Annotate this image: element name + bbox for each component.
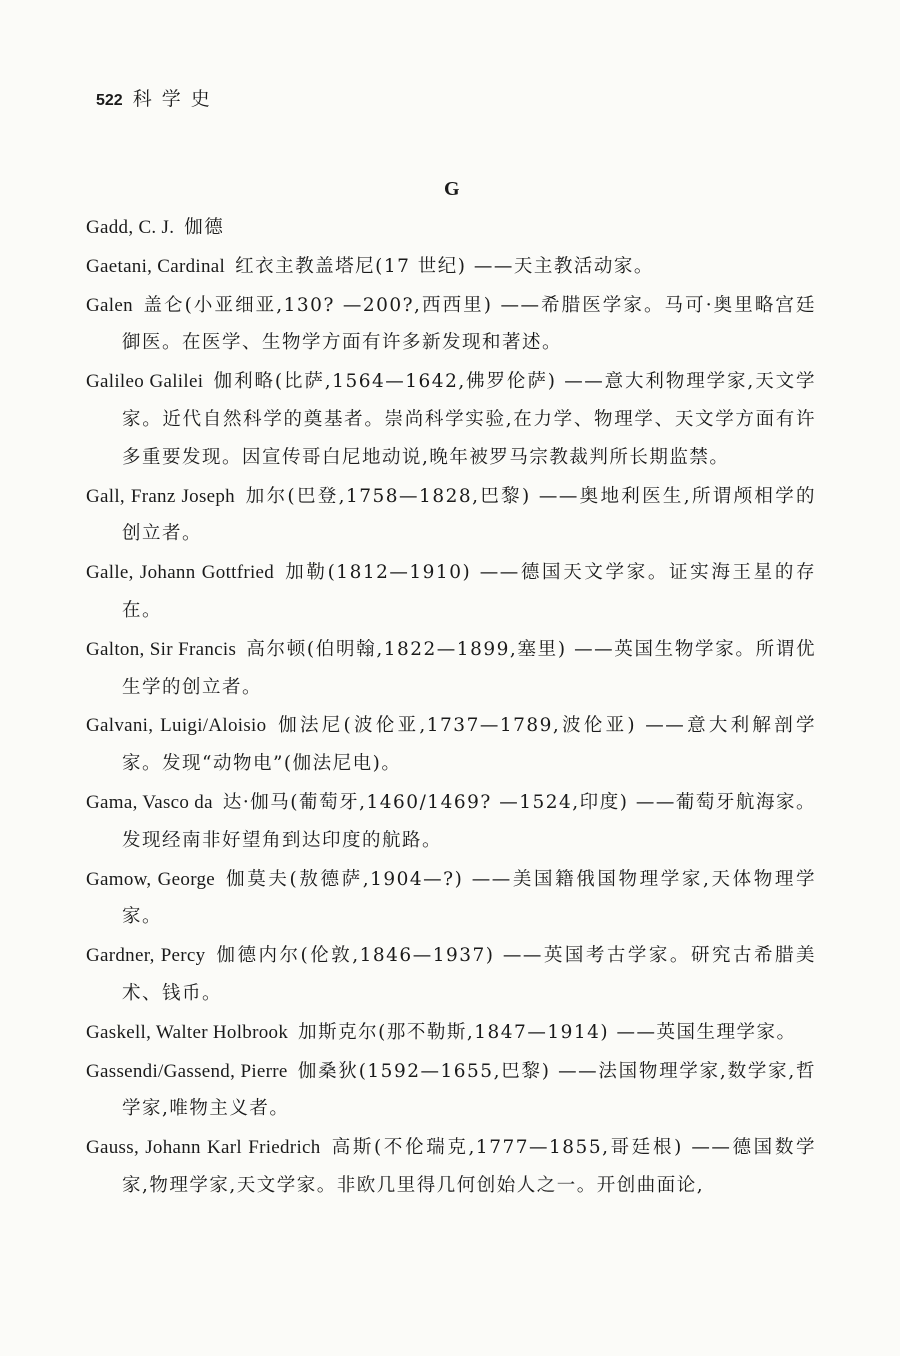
- entry-name: Galton, Sir Francis: [86, 638, 237, 660]
- entry-name: Gadd, C. J.: [86, 217, 175, 238]
- entry-name: Gauss, Johann Karl Friedrich: [86, 1137, 321, 1159]
- index-entry: [86, 209, 816, 247]
- entry-description: 伽法尼(波伦亚,1737—1789,波伦亚) ——意大利解剖学家。发现“动物电”(伽法尼电)。: [122, 715, 816, 775]
- running-head: [96, 84, 220, 111]
- entry-description: 伽利略(比萨,1564—1642,佛罗伦萨) ——意大利物理学家,天文学家。近代自然科学的奠基者。崇尚科学实验,在力学、物理学、天文学方面有许多重要发现。因宣传哥白尼地动说,晚年被罗马宗教裁判所长期监禁。: [122, 371, 816, 468]
- index-entry: [86, 861, 816, 936]
- entry-description: 伽德内尔(伦敦,1846—1937) ——英国考古学家。研究古希腊美术、钱币。: [122, 945, 816, 1004]
- index-entry: [86, 1129, 816, 1204]
- index-entry: [86, 1014, 816, 1052]
- entry-description: 伽莫夫(敖德萨,1904—?) ——美国籍俄国物理学家,天体物理学家。: [122, 868, 816, 928]
- index-entry: [86, 248, 816, 286]
- entry-name: Galen: [86, 294, 133, 316]
- book-title: 科学史: [132, 88, 220, 110]
- entry-description: 加尔(巴登,1758—1828,巴黎) ——奥地利医生,所谓颅相学的创立者。: [122, 485, 817, 545]
- section-letter: G: [444, 178, 460, 200]
- index-entry: [86, 937, 816, 1012]
- index-entry: [86, 363, 816, 476]
- entry-name: Gardner, Percy: [86, 945, 206, 967]
- page-number: 522: [96, 92, 123, 109]
- entry-name: Gama, Vasco da: [86, 792, 213, 814]
- entry-name: Galle, Johann Gottfried: [86, 562, 275, 584]
- entry-name: Galvani, Luigi/Aloisio: [86, 715, 267, 737]
- entry-description: 高斯(不伦瑞克,1777—1855,哥廷根) ——德国数学家,物理学家,天文学家。非欧几里得几何创始人之一。开创曲面论,: [122, 1137, 816, 1197]
- entry-name: Gassendi/Gassend, Pierre: [86, 1060, 288, 1082]
- index-entry: [86, 554, 816, 629]
- entry-name: Gamow, George: [86, 868, 216, 890]
- entry-list: [86, 209, 816, 1206]
- index-entry: [86, 478, 816, 553]
- index-entry: [86, 1053, 816, 1128]
- entry-description: 高尔顿(伯明翰,1822—1899,塞里) ——英国生物学家。所谓优生学的创立者。: [122, 638, 816, 698]
- entry-description: 红衣主教盖塔尼(17 世纪) ——天主教活动家。: [235, 255, 654, 277]
- entry-description: 伽德: [184, 217, 225, 238]
- entry-description: 盖仑(小亚细亚,130? —200?,西西里) ——希腊医学家。马可·奥里略宫廷御医。在医学、生物学方面有许多新发现和著述。: [122, 294, 816, 354]
- index-entry: [86, 707, 816, 782]
- entry-name: Gall, Franz Joseph: [86, 485, 235, 507]
- index-entry: [86, 287, 816, 362]
- entry-description: 加勒(1812—1910) ——德国天文学家。证实海王星的存在。: [122, 562, 816, 621]
- index-entry: [86, 784, 816, 859]
- entry-description: 伽桑狄(1592—1655,巴黎) ——法国物理学家,数学家,哲学家,唯物主义者。: [122, 1060, 816, 1120]
- entry-description: 加斯克尔(那不勒斯,1847—1914) ——英国生理学家。: [298, 1021, 797, 1043]
- entry-name: Gaetani, Cardinal: [86, 255, 226, 277]
- entry-description: 达·伽马(葡萄牙,1460/1469? —1524,印度) ——葡萄牙航海家。发现经南非好望角到达印度的航路。: [122, 792, 816, 851]
- entry-name: Gaskell, Walter Holbrook: [86, 1021, 289, 1043]
- entry-name: Galileo Galilei: [86, 371, 204, 393]
- index-entry: [86, 631, 816, 706]
